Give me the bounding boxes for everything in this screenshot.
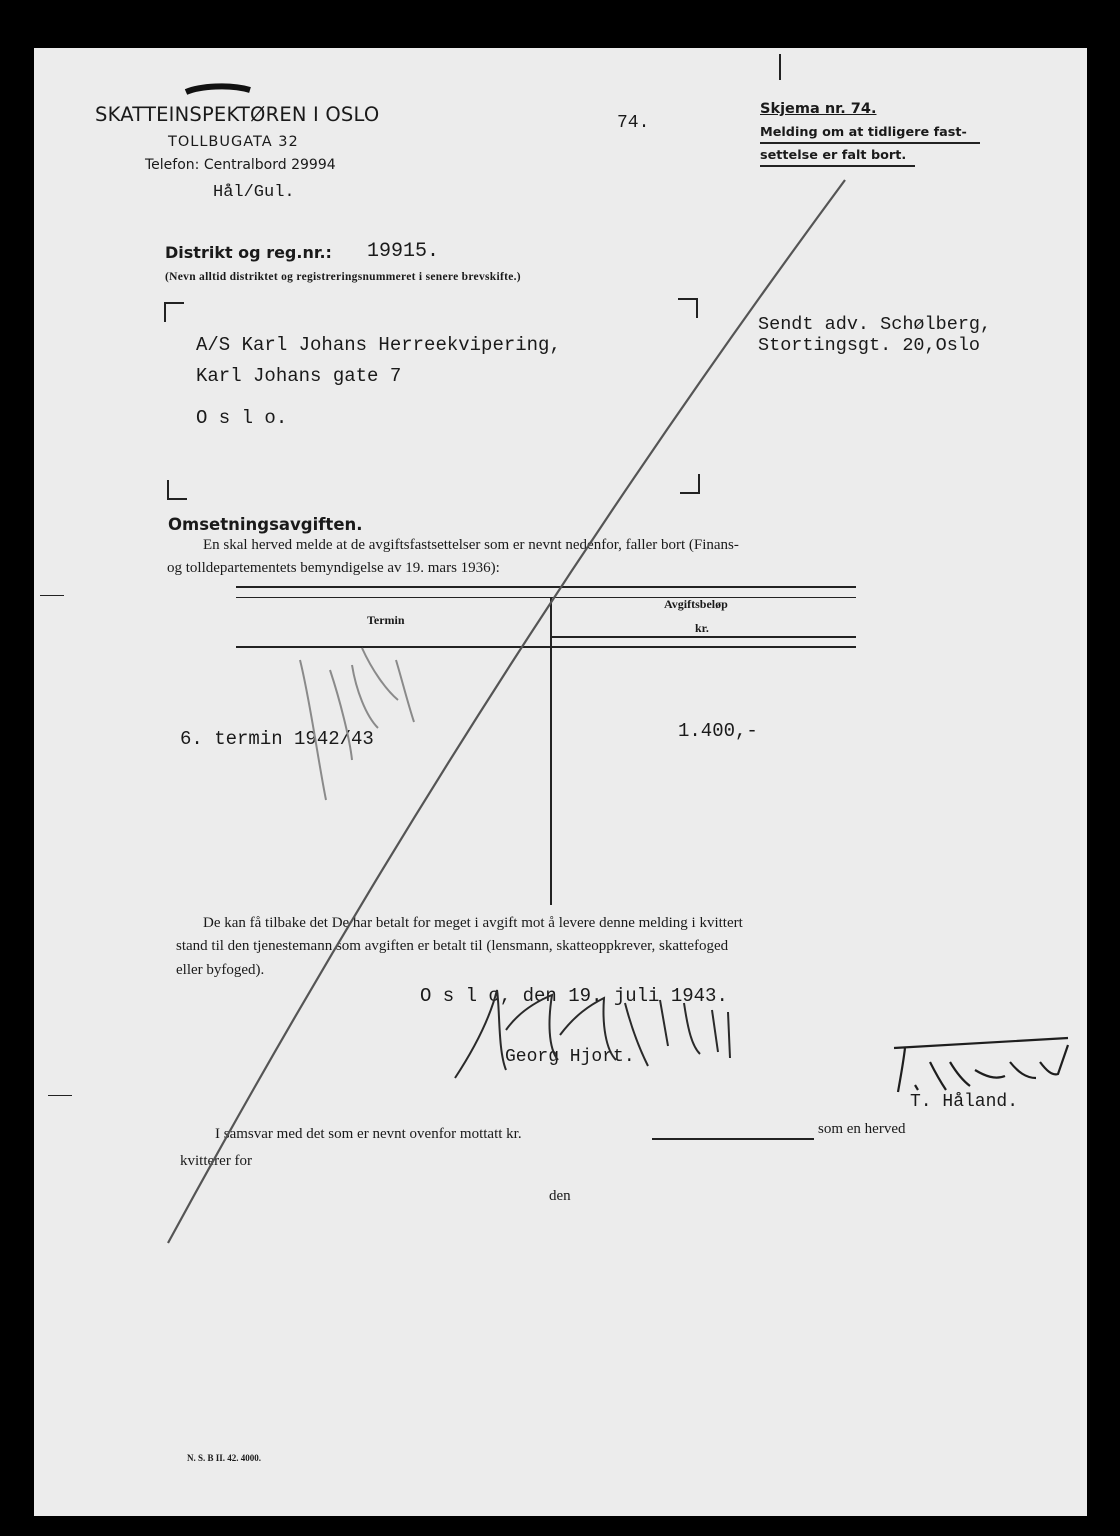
recipient-street: Karl Johans gate 7 [196, 365, 402, 387]
refund-note-line1: De kan få tilbake det De har betalt for meget i avgift mot å levere denne melding i kvittert [203, 915, 743, 931]
intro-line1: En skal herved melde at de avgiftsfastsettelser som er nevnt nedenfor, faller bort (Finans- [203, 537, 739, 553]
signatory-right-name: T. Håland. [910, 1092, 1019, 1112]
refund-note-line3: eller byfoged). [176, 962, 265, 978]
copy-note-line2: Stortingsgt. 20,Oslo [758, 335, 981, 356]
table-top-rule-thin [236, 597, 856, 598]
document-number: 74. [617, 113, 650, 133]
table-column-divider [550, 597, 552, 905]
receipt-date-label: den [549, 1188, 571, 1204]
top-margin-mark [779, 54, 781, 80]
registration-number: 19915. [367, 240, 440, 263]
refund-note-line2: stand til den tjenestemann som avgiften er betalt til (lensmann, skatteoppkrever, skattefoged [176, 938, 729, 954]
amount-subheader-rule [550, 636, 856, 638]
form-title-line2: settelse er falt bort. [760, 148, 907, 163]
column-header-termin: Termin [367, 613, 405, 627]
form-title-underline1 [760, 142, 980, 144]
document-page [34, 48, 1087, 1516]
signatory-left-name: Georg Hjort. [505, 1047, 635, 1067]
row-amount: 1.400,- [678, 720, 758, 742]
printer-mark: N. S. B II. 42. 4000. [187, 1453, 262, 1463]
office-name: SKATTEINSPEKTØREN I OSLO [95, 103, 380, 126]
receipt-line1-end: som en herved [818, 1121, 906, 1137]
row-termin: 6. termin 1942/43 [180, 728, 374, 750]
receipt-line1-start: I samsvar med det som er nevnt ovenfor mottatt kr. [215, 1126, 522, 1142]
copy-note-line1: Sendt adv. Schølberg, [758, 314, 992, 335]
registration-label: Distrikt og reg.nr.: [165, 243, 332, 262]
margin-tick-upper [40, 595, 64, 596]
section-title: Omsetningsavgiften. [168, 515, 363, 534]
column-header-amount: Avgiftsbeløp [664, 597, 728, 611]
recipient-name: A/S Karl Johans Herreekvipering, [196, 334, 561, 356]
margin-tick-lower [48, 1095, 72, 1096]
table-top-rule [236, 586, 856, 588]
address-bracket-br [680, 474, 700, 494]
reference-code: Hål/Gul. [213, 183, 295, 202]
table-header-rule [236, 646, 856, 648]
address-bracket-tl [164, 302, 184, 322]
receipt-line2: kvitterer for [180, 1153, 253, 1169]
address-bracket-bl [167, 480, 187, 500]
dateline: O s l o, den 19. juli 1943. [420, 985, 728, 1007]
column-header-amount-unit: kr. [695, 621, 709, 635]
address-bracket-tr [678, 298, 698, 318]
office-street: TOLLBUGATA 32 [168, 134, 299, 150]
registration-note: (Nevn alltid distriktet og registreringsnummeret i senere brevskifte.) [165, 271, 521, 283]
schema-number: Skjema nr. 74. [760, 101, 877, 117]
recipient-city: O s l o. [196, 407, 288, 429]
form-title-line1: Melding om at tidligere fast- [760, 125, 967, 140]
form-title-underline2 [760, 165, 915, 167]
receipt-amount-blank [652, 1138, 814, 1140]
intro-line2: og tolldepartementets bemyndigelse av 19. mars 1936): [167, 560, 500, 576]
office-phone: Telefon: Centralbord 29994 [145, 157, 336, 173]
